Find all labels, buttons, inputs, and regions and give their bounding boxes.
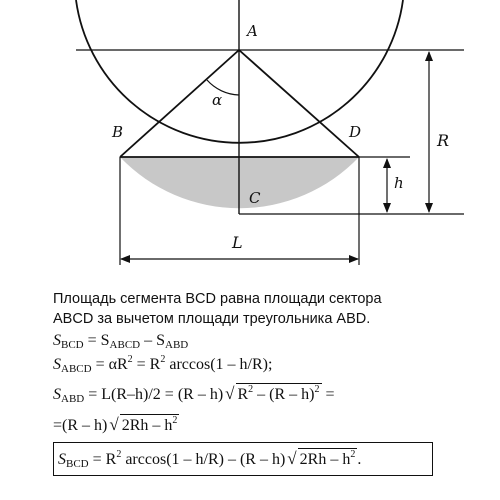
label-r: R — [437, 131, 450, 150]
formula-4: =(R – h) √ $2Rh - h^2$ — [53, 415, 178, 434]
dim-r-arrow-top — [425, 51, 433, 61]
label-alpha: α — [212, 91, 223, 109]
label-l: L — [232, 233, 243, 252]
description-line-2: ABCD за вычетом площади треугольника ABD. — [53, 311, 371, 327]
dim-l-arrow-left — [120, 255, 130, 263]
dim-r-arrow-bottom — [425, 203, 433, 213]
sqrt-sign: √ — [287, 449, 297, 468]
dim-h-arrow-bottom — [383, 203, 391, 213]
formula-2: $S_{ABCD} = \alpha R^2 = R^2$ arccos(1 – h/R); — [53, 354, 273, 375]
label-h: h — [394, 174, 404, 192]
label-d: D — [349, 123, 362, 141]
formula-1: $S_{BCD} = S_{ABCD} - S_{ABD}$ — [53, 332, 189, 351]
radius-ad — [239, 50, 362, 157]
label-b: B — [112, 123, 124, 141]
sqrt-sign: √ — [225, 384, 235, 403]
dim-h-arrow-top — [383, 158, 391, 168]
formula-3: $S_{ABD} = L(R-h)/2 = (R - h)$ √ $R^2 - (R - h)^2$ = — [53, 384, 335, 405]
dim-l-arrow-right — [349, 255, 359, 263]
sqrt-sign: √ — [109, 415, 119, 434]
formula-5-result: $S_{BCD} = R^2$ arccos(1 – h/R) – (R – h) √ $2Rh - h^2$ . — [58, 449, 362, 470]
label-a: A — [247, 22, 258, 40]
description-line-1: Площадь сегмента BCD равна площади сектора — [53, 291, 382, 307]
label-c: C — [249, 189, 261, 207]
